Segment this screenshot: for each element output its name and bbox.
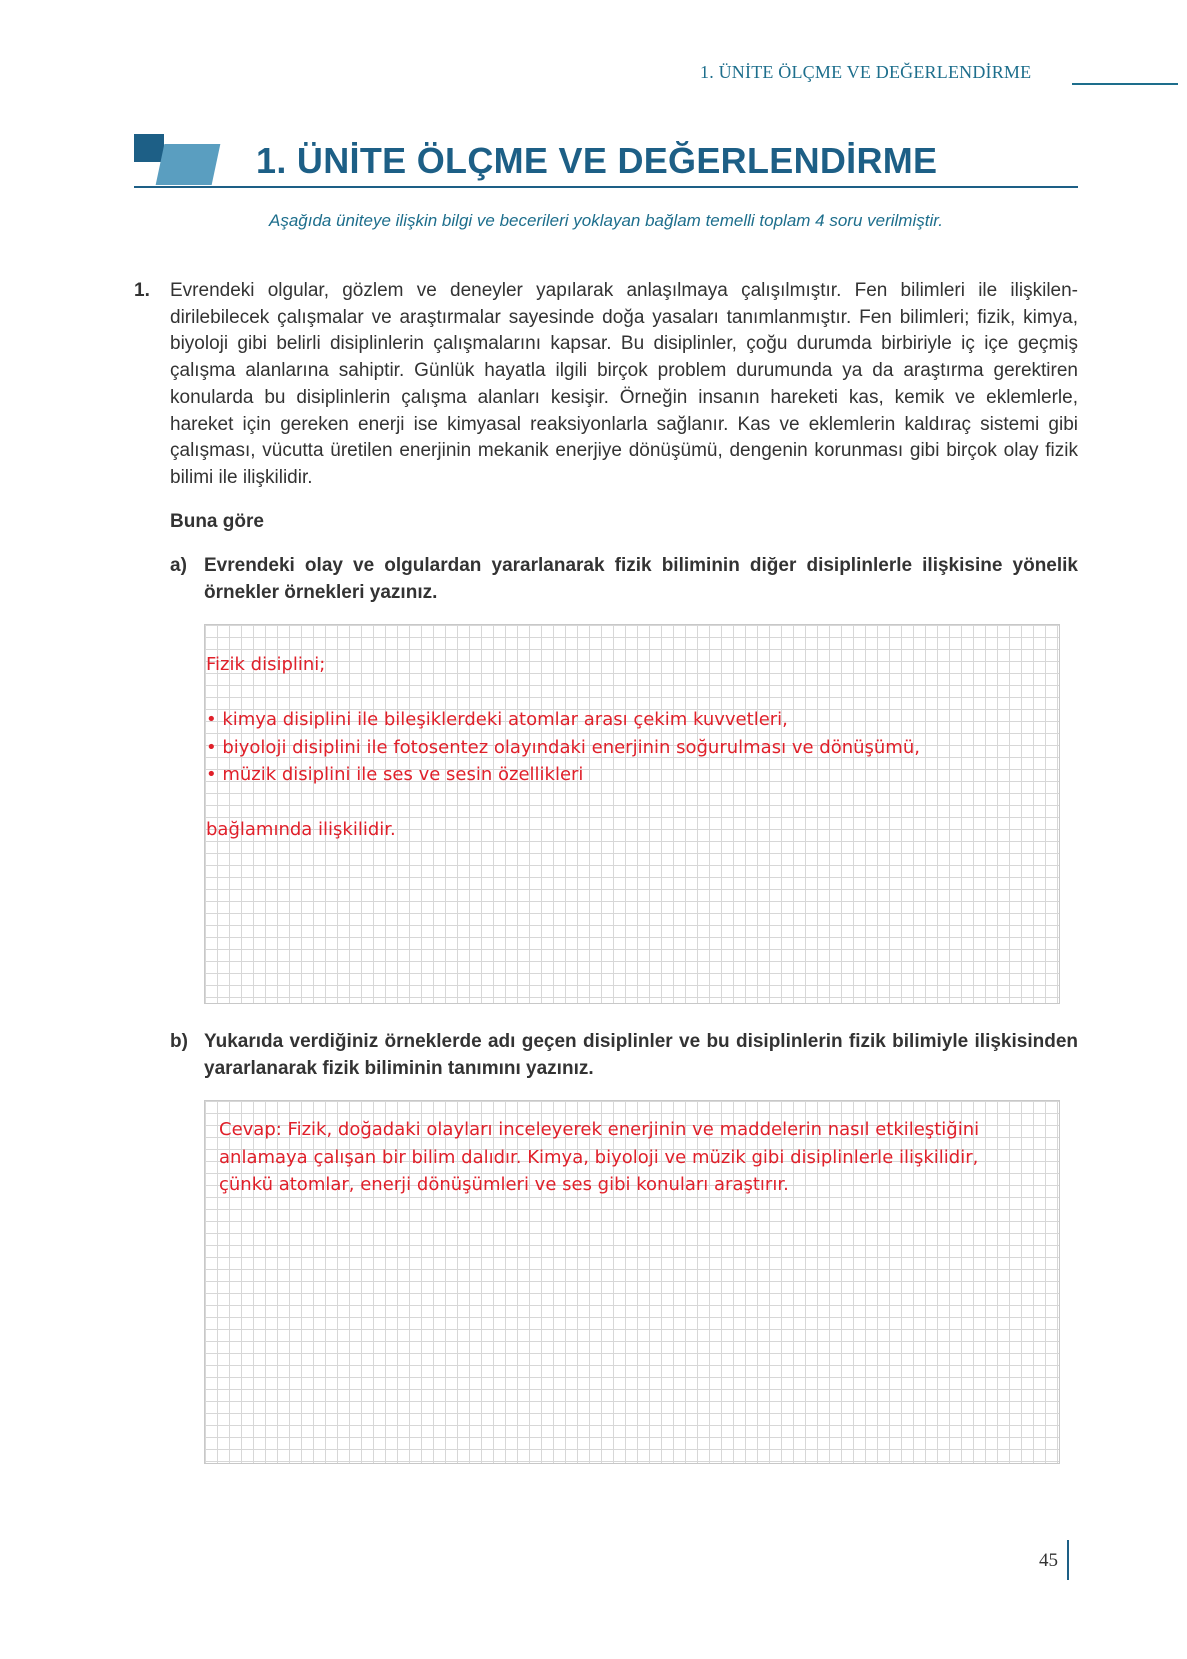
- answer-a-handwriting: [206, 651, 920, 844]
- part-b-letter: b): [170, 1031, 188, 1052]
- part-a-letter: a): [170, 555, 187, 576]
- title-rule: [134, 186, 1078, 188]
- unit-subtitle: Aşağıda üniteye ilişkin bilgi ve becerileri yoklayan bağlam temelli toplam 4 soru verilmiştir.: [269, 211, 943, 230]
- running-header-rule: [1072, 83, 1178, 85]
- answer-b-line: Cevap: Fizik, doğadaki olayları inceleyerek enerjinin ve maddelerin nasıl etkileştiğini: [219, 1119, 980, 1140]
- page-number-rule: [1067, 1540, 1069, 1580]
- title-decoration-square: [134, 134, 164, 162]
- page-number: 45: [1039, 1550, 1058, 1571]
- answer-b-line: anlamaya çalışan bir bilim dalıdır. Kimya, biyoloji ve müzik gibi disiplinlerle ilişkilidir,: [219, 1146, 979, 1168]
- answer-a-intro: Fizik disiplini;: [206, 654, 326, 675]
- title-decoration-parallelogram: [156, 144, 221, 185]
- answer-a-closing: bağlamında ilişkilidir.: [206, 819, 396, 840]
- part-b-question: Yukarıda verdiğiniz örneklerde adı geçen disiplinler ve bu disiplinlerin fizik bilimiyle ilişkisinden yararlanarak fizik biliminin tanımını yazınız.: [204, 1031, 1078, 1079]
- question-number: 1.: [134, 280, 150, 301]
- part-a-question: Evrendeki olay ve olgulardan yararlanarak fizik biliminin diğer disiplinlerle ilişkisine yönelik örnekler örnekleri yazınız.: [204, 555, 1078, 603]
- running-header: 1. ÜNİTE ÖLÇME VE DEĞERLENDİRME: [700, 62, 1032, 82]
- answer-a-item: • biyoloji disiplini ile fotosentez olayındaki enerjinin soğurulması ve dönüşümü,: [206, 736, 920, 758]
- answer-b-handwriting: [219, 1116, 979, 1199]
- question-paragraph: Evrendeki olgular, gözlem ve deneyler yapılarak anlaşılmaya çalışılmıştır. Fen bilimleri ile ilişkilendirilebilecek çalışmalar ve araştırmalar sayesinde doğa yasaları tanımlanmıştır. Fen bilimleri; fizik, kimya, biyoloji gibi belirli disiplinlerin çalışmalarını kapsar. Bu disiplinler, çoğu durumda birbiriyle iç içe geçmiş çalışma alanlarına sahiptir. Günlük hayatla ilgili birçok problem durumunda ya da araştırma gerektiren konularda bu disiplinlerin çalışma alanları kesişir. Örneğin insanın hareketi kas, kemik ve eklemlerle, hareket için gereken enerji ise kimyasal reaksiyonlarla sağlanır. Kas ve eklemlerin kaldıraç sistemi gibi çalışması, vücutta üretilen enerjinin mekanik enerjiye dönüşümü, dengenin korunması gibi birçok olay fizik bilimi ile ilişkilidir.: [170, 280, 1078, 488]
- answer-b-line: çünkü atomlar, enerji dönüşümleri ve ses gibi konuları araştırır.: [219, 1174, 789, 1195]
- page-title: 1. ÜNİTE ÖLÇME VE DEĞERLENDİRME: [256, 140, 938, 181]
- answer-a-item: • müzik disiplini ile ses ve sesin özellikleri: [206, 764, 584, 785]
- question-lead: Buna göre: [170, 511, 264, 532]
- answer-a-item: • kimya disiplini ile bileşiklerdeki atomlar arası çekim kuvvetleri,: [206, 709, 788, 730]
